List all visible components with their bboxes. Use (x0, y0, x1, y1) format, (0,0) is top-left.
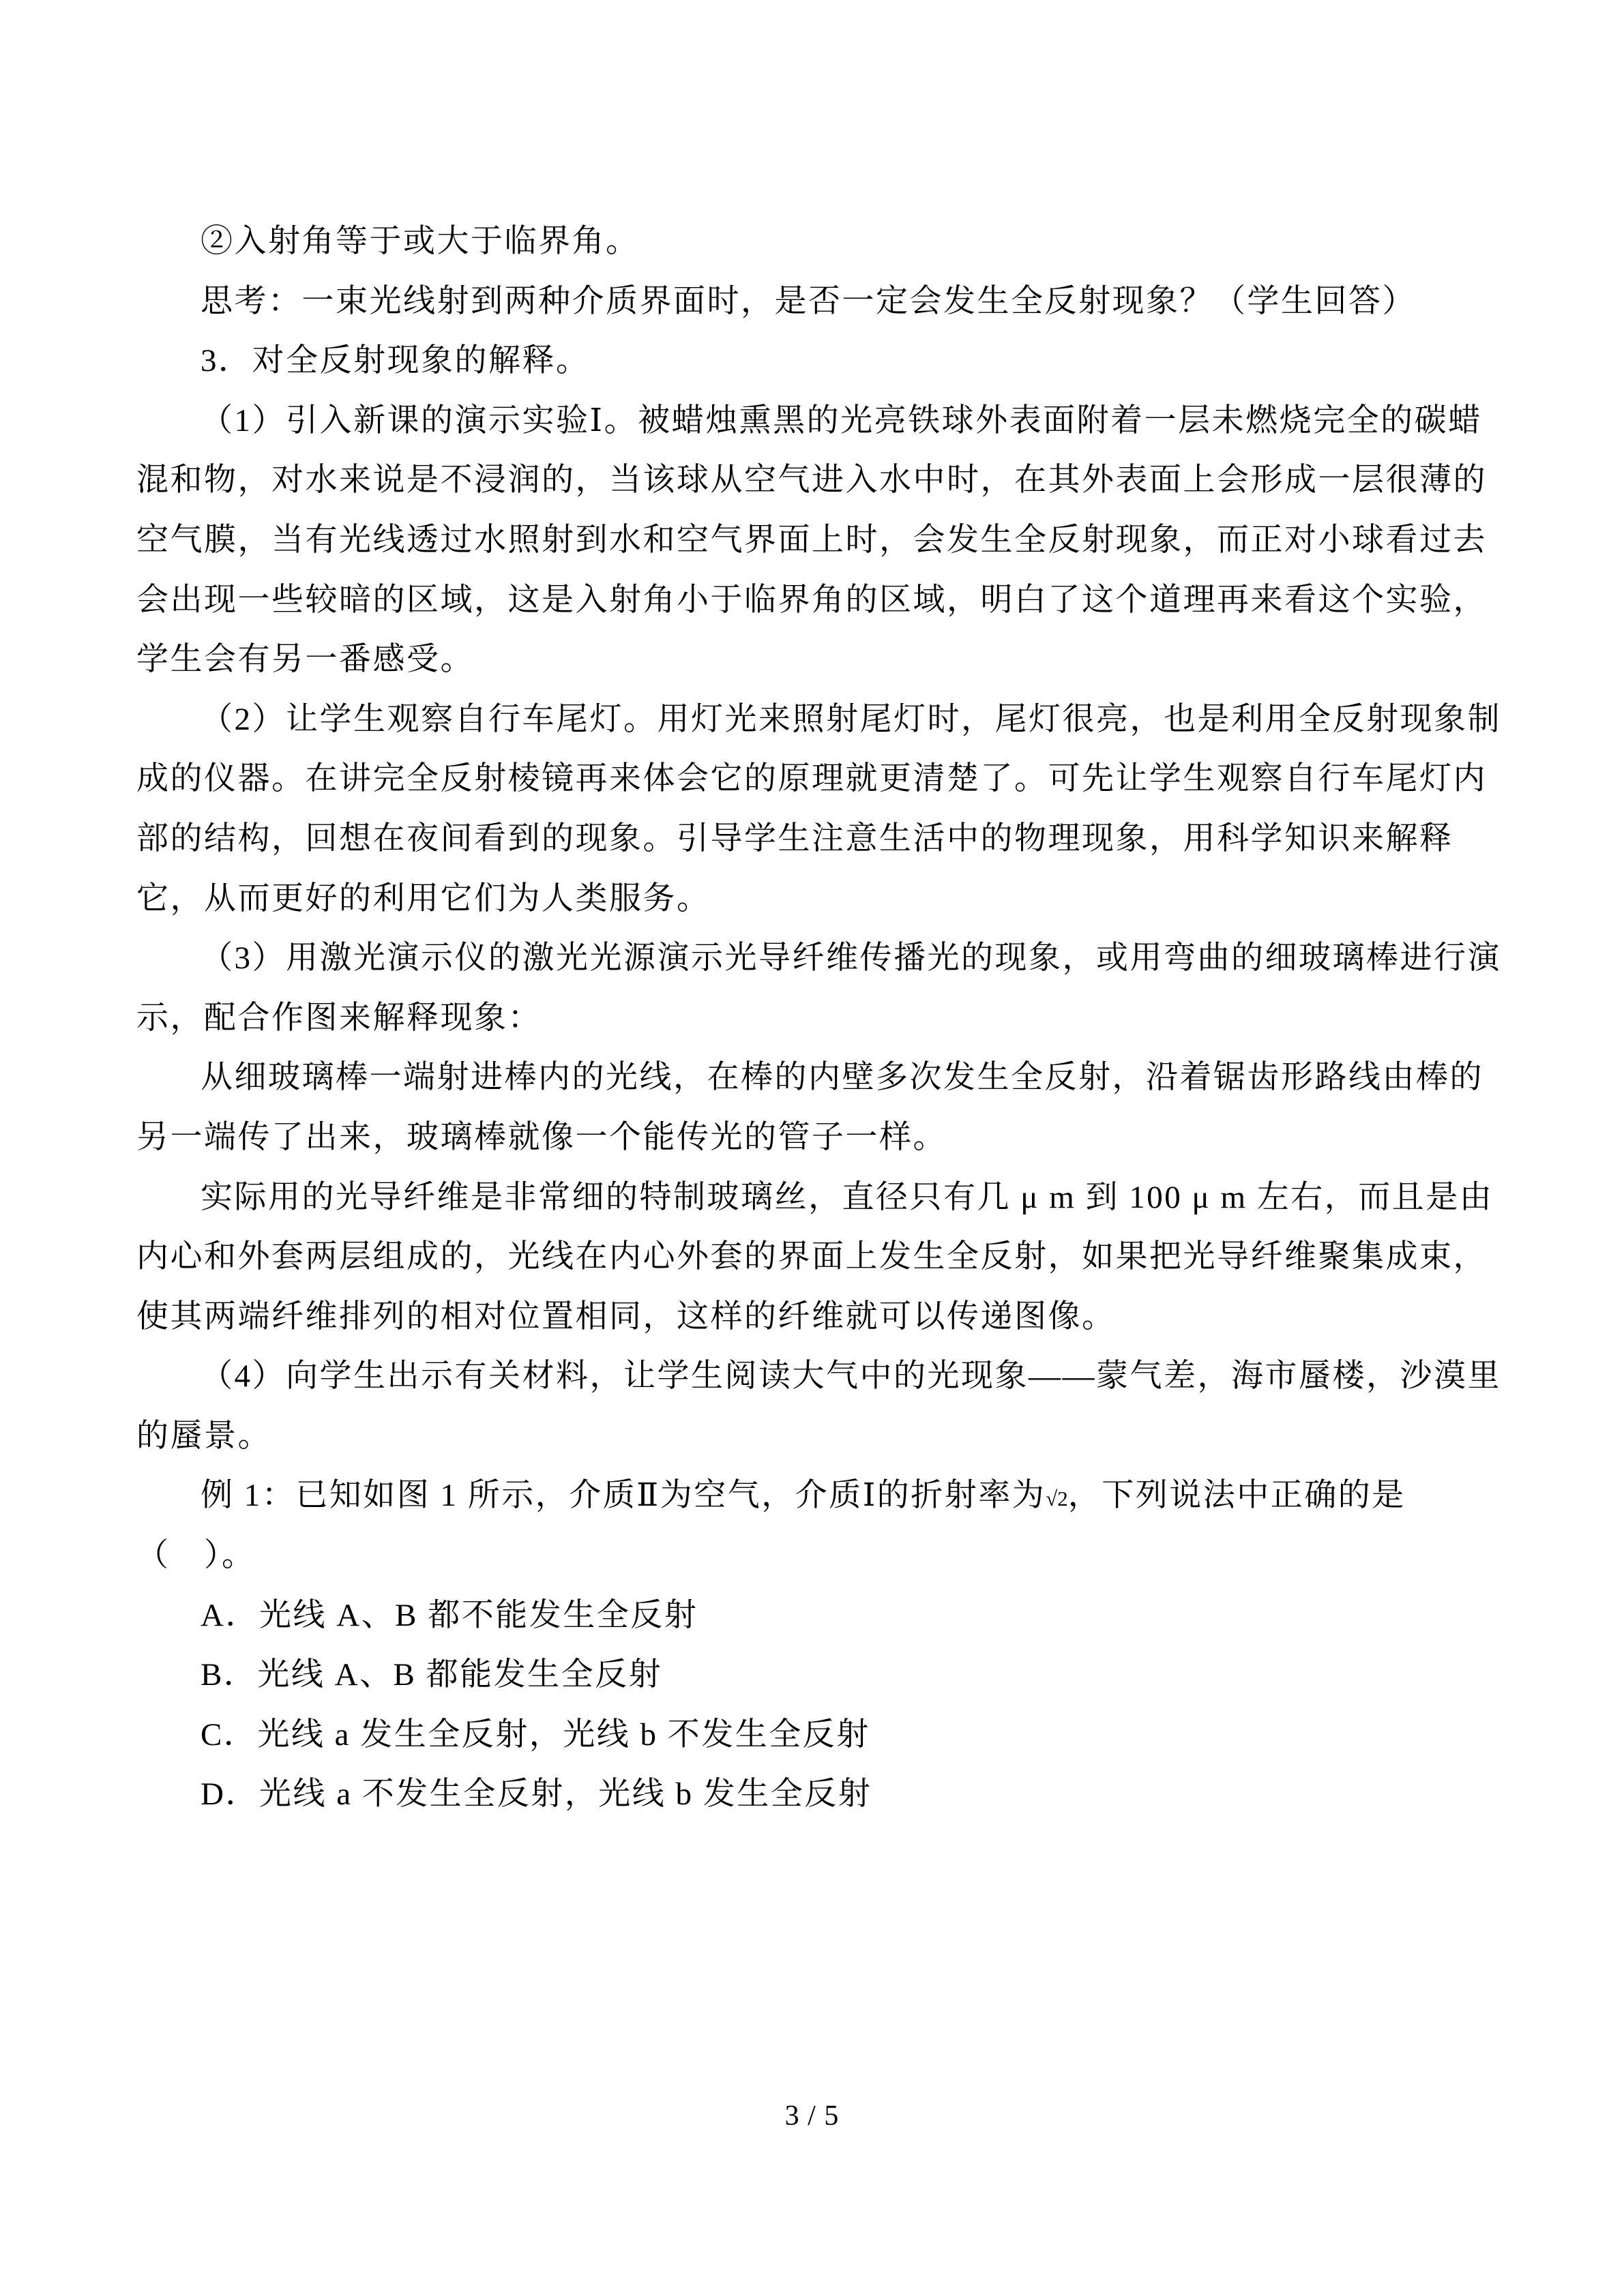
text-line (136, 511, 1495, 571)
text-segment: （ ）。 (136, 1538, 256, 1574)
text-segment: （4）向学生出示有关材料，让学生阅读大气中的光现象——蒙气差，海市蜃楼，沙漠里 (201, 1358, 1501, 1395)
text-line (136, 1168, 1495, 1228)
text-line (136, 1347, 1501, 1407)
text-segment: 学生会有另一番感受。 (136, 642, 474, 678)
text-segment: 内心和外套两层组成的，光线在内心外套的界面上发生全反射，如果把光导纤维聚集成束， (136, 1239, 1487, 1275)
text-segment: （3）用激光演示仪的激光光源演示光导纤维传播光的现象，或用弯曲的细玻璃棒进行演 (201, 940, 1501, 976)
text-line (136, 1048, 1495, 1108)
text-line (136, 1526, 1495, 1586)
text-segment: A．光线 A、B 都不能发生全反射 (201, 1597, 698, 1633)
text-segment: 成的仪器。在讲完全反射棱镜再来体会它的原理就更清楚了。可先让学生观察自行车尾灯内 (136, 761, 1487, 797)
text-segment: 另一端传了出来，玻璃棒就像一个能传光的管子一样。 (136, 1119, 947, 1155)
text-segment: （2）让学生观察自行车尾灯。用灯光来照射尾灯时，尾灯很亮，也是利用全反射现象制 (201, 701, 1501, 737)
text-segment: C．光线 a 发生全反射，光线 b 不发生全反射 (201, 1716, 870, 1753)
page-number: 3 / 5 (784, 2100, 840, 2132)
text-line (136, 1586, 1495, 1646)
text-segment: 部的结构，回想在夜间看到的现象。引导学生注意生活中的物理现象，用科学知识来解释 (136, 820, 1453, 856)
text-line (136, 929, 1501, 989)
text-line (136, 451, 1495, 511)
text-line (136, 690, 1501, 750)
text-line (136, 1466, 1495, 1526)
text-segment: B．光线 A、B 都能发生全反射 (201, 1657, 663, 1693)
text-line (136, 1407, 1495, 1467)
sqrt-radical-expression: √2 (1046, 1487, 1068, 1511)
text-line (136, 1108, 1495, 1168)
text-segment: ②入射角等于或大于临界角。 (201, 224, 640, 259)
text-segment: 会出现一些较暗的区域，这是入射角小于临界角的区域，明白了这个道理再来看这个实验， (136, 582, 1487, 618)
text-segment: 3．对全反射现象的解释。 (201, 343, 590, 379)
document-body (136, 212, 1501, 1825)
text-segment: 使其两端纤维排列的相对位置相同，这样的纤维就可以传递图像。 (136, 1298, 1116, 1335)
text-segment: 的蜃景。 (136, 1418, 271, 1454)
text-segment: 实际用的光导纤维是非常细的特制玻璃丝，直径只有几 μ m 到 100 μ m 左右，而且是由 (201, 1179, 1494, 1215)
text-segment: 示，配合作图来解释现象： (136, 1000, 542, 1036)
text-line (136, 391, 1495, 451)
text-line (136, 1227, 1495, 1287)
text-line (136, 571, 1495, 631)
text-line (136, 272, 1495, 332)
text-segment: D．光线 a 不发生全反射，光线 b 发生全反射 (201, 1776, 872, 1813)
text-segment: 空气膜，当有光线透过水照射到水和空气界面上时，会发生全反射现象，而正对小球看过去 (136, 522, 1487, 558)
text-line (136, 212, 1495, 272)
text-line (136, 1287, 1495, 1347)
text-segment: 思考：一束光线射到两种介质界面时，是否一定会发生全反射现象？（学生回答） (201, 283, 1416, 319)
text-segment: ，下列说法中正确的是 (1067, 1478, 1406, 1514)
text-line (136, 630, 1495, 690)
text-line (136, 749, 1495, 809)
text-line (136, 809, 1495, 869)
text-line (136, 869, 1495, 929)
text-segment: 它，从而更好的利用它们为人类服务。 (136, 880, 711, 916)
text-segment: （1）引入新课的演示实验Ⅰ。被蜡烛熏黑的光亮铁球外表面附着一层未燃烧完全的碳蜡 (201, 402, 1482, 438)
page-footer (0, 2102, 1624, 2130)
text-line (136, 989, 1495, 1049)
text-line (136, 1705, 1495, 1765)
text-segment: 从细玻璃棒一端射进棒内的光线，在棒的内壁多次发生全反射，沿着锯齿形路线由棒的 (201, 1060, 1483, 1096)
text-line (136, 331, 1495, 391)
text-line (136, 1645, 1495, 1705)
text-segment: 例 1：已知如图 1 所示，介质Ⅱ为空气，介质Ⅰ的折射率为 (201, 1478, 1046, 1514)
text-line (136, 1765, 1495, 1825)
text-segment: 混和物，对水来说是不浸润的，当该球从空气进入水中时，在其外表面上会形成一层很薄的 (136, 462, 1487, 498)
